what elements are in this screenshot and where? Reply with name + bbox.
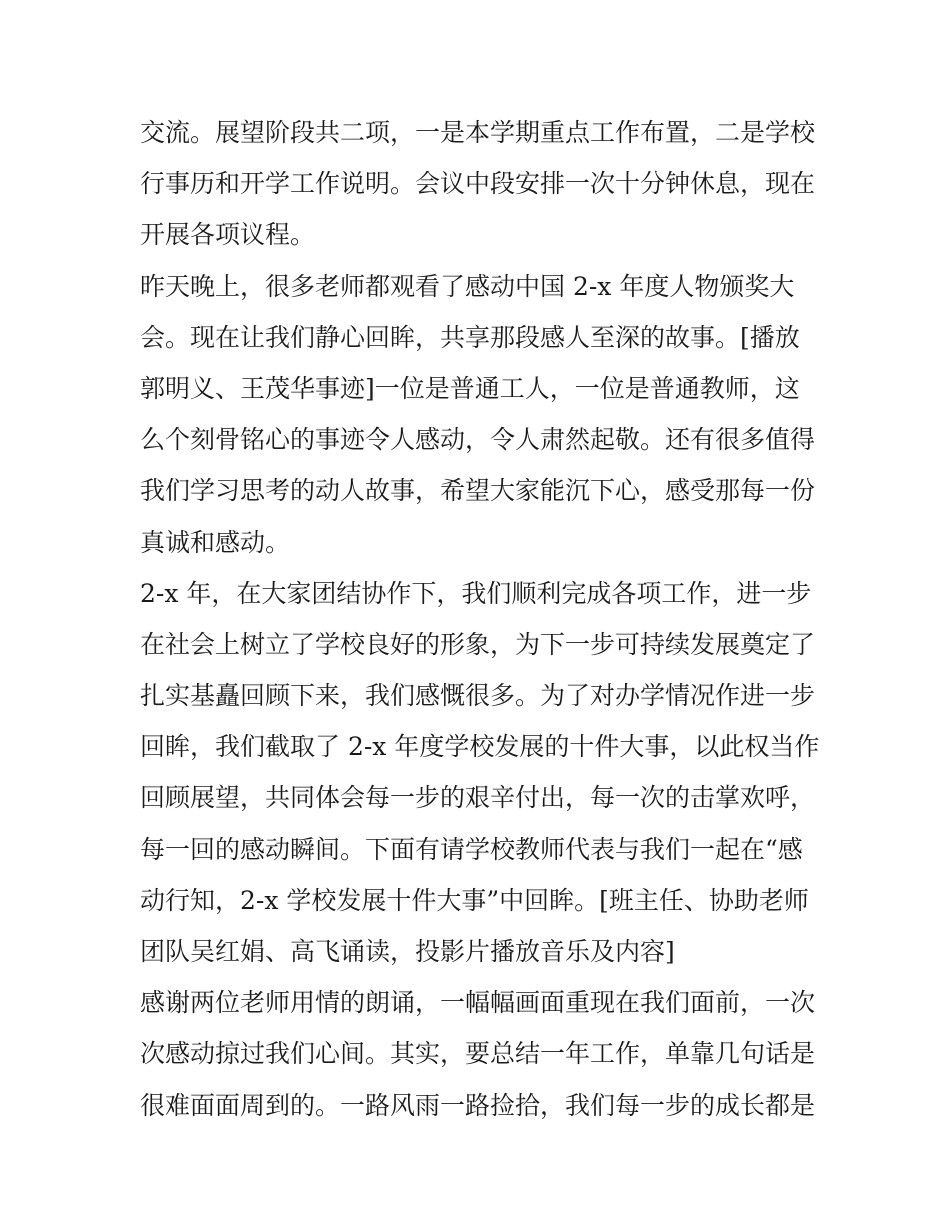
text-line: 回顾展望，共同体会每一步的艰辛付出，每一次的击掌欢呼， — [140, 783, 816, 813]
text-line: 动行知，2-x 学校发展十件大事”中回眸。[班主任、协助老师 — [140, 885, 809, 915]
text-line: 每一回的感动瞬间。下面有请学校教师代表与我们一起在“感 — [140, 834, 803, 864]
text-line: 2-x 年，在大家团结协作下，我们顺利完成各项工作，进一步 — [140, 578, 812, 608]
text-line: 交流。展望阶段共二项，一是本学期重点工作布置，二是学校 — [140, 118, 816, 147]
text-line: 次感动掠过我们心间。其实，要总结一年工作，单靠几句话是 — [140, 1039, 816, 1069]
text-line: 很难面面周到的。一路风雨一路捡拾，我们每一步的成长都是 — [140, 1090, 816, 1120]
text-line: 回眸，我们截取了 2-x 年度学校发展的十件大事，以此权当作 — [140, 732, 820, 762]
text-line: 昨天晚上，很多老师都观看了感动中国 2-x 年度人物颁奖大 — [140, 271, 795, 301]
text-line: 会。现在让我们静心回眸，共享那段感人至深的故事。[播放 — [140, 322, 800, 352]
text-line: 扎实基矗回顾下来，我们感慨很多。为了对办学情况作进一步 — [140, 681, 816, 711]
text-line: 行事历和开学工作说明。会议中段安排一次十分钟休息，现在 — [140, 169, 816, 199]
text-line: 感谢两位老师用情的朗诵，一幅幅画面重现在我们面前，一次 — [140, 988, 816, 1018]
text-line: 么个刻骨铭心的事迹令人感动，令人肃然起敬。还有很多值得 — [140, 425, 816, 455]
text-line: 开展各项议程。 — [140, 220, 316, 250]
text-line: 团队吴红娟、高飞诵读，投影片播放音乐及内容] — [140, 937, 675, 966]
document-body — [140, 107, 820, 1131]
text-line: 郭明义、王茂华事迹]一位是普通工人，一位是普通教师，这 — [140, 373, 800, 403]
text-line: 真诚和感动。 — [140, 527, 291, 557]
text-line: 在社会上树立了学校良好的形象，为下一步可持续发展奠定了 — [140, 629, 816, 659]
text-line: 我们学习思考的动人故事，希望大家能沉下心，感受那每一份 — [140, 476, 816, 506]
